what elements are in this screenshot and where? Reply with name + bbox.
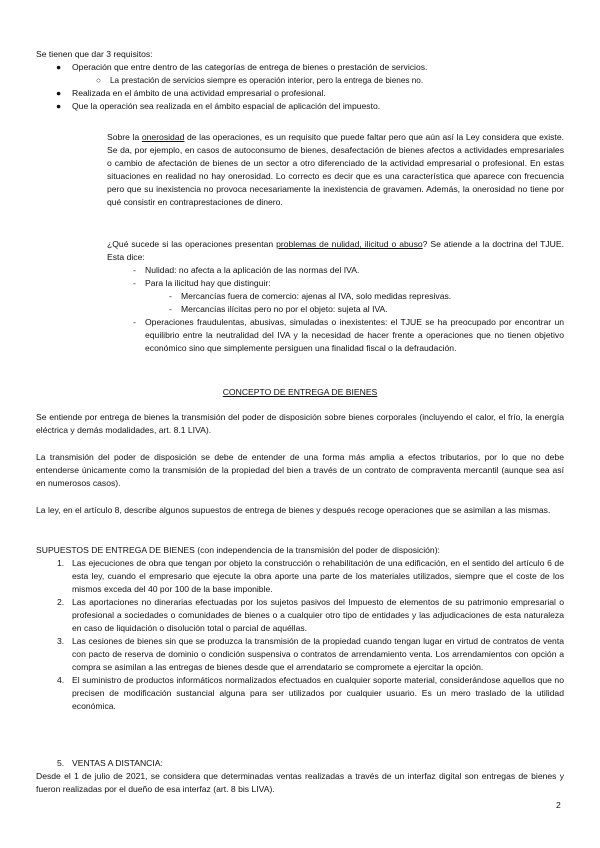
requisitos-list [56, 61, 562, 113]
list-item: ● Realizada en el ámbito de una actividad empresarial o profesional. [56, 88, 326, 98]
concepto-heading: CONCEPTO DE ENTREGA DE BIENES [222, 387, 378, 397]
bullet-icon: ● [56, 88, 62, 98]
list-item: 4. El suministro de productos informáticos normalizados efectuados en cualquier soporte material, considerándose aquellos que no precisen de modificación sustancial alguna para ser utilizados por cualquier usuario. Es un mero traslado de la utilidad económica. [57, 675, 564, 711]
list-item: 1. Las ejecuciones de obra que tengan por objeto la construcción o rehabilitación de una edificación, en el sentido del artículo 6 de esta ley, cuando el empresario que ejecute la obra aporte una parte de los materiales utilizados, siempre que el coste de los mismos exceda del 40 por 100 de la base imponible. [57, 558, 564, 594]
list-item: ● Operación que entre dentro de las categorías de entrega de bienes o prestación de servicios. [56, 62, 428, 72]
requisitos-intro: Se tienen que dar 3 requisitos: [36, 49, 153, 59]
supuestos-list [57, 557, 564, 713]
list-item: - Mercancías ilícitas pero no por el objeto: sujeta al IVA. [169, 304, 388, 314]
list-item: - Operaciones fraudulentas, abusivas, simuladas o inexistentes: el TJUE se ha preocupado por encontrar un equilibrio entre la neutralidad del IVA y la necesidad de hacer frente a operaciones que no tienen objetivo económico sino que simplemente persiguen una finalidad fiscal o la defraudación. [133, 317, 564, 353]
list-item: 2. Las aportaciones no dinerarias efectuadas por los sujetos pasivos del Impuesto de elementos de su patrimonio empresarial o profesional a sociedades o comunidades de bienes o a cualquier otro tipo de entidades y las adjudicaciones de esta naturaleza en caso de liquidación o disolución total o parcial de aquéllas. [57, 597, 564, 633]
list-item: - Nulidad: no afecta a la aplicación de las normas del IVA. [133, 265, 360, 275]
concepto-paragraph-1: Se entiende por entrega de bienes la transmisión del poder de disposición sobre bienes corporales (incluyendo el calor, el frío, la energía eléctrica y demás modalidades, art. 8.1 LIVA). [36, 412, 564, 435]
ventas-distancia-paragraph: Desde el 1 de julio de 2021, se considera que determinadas ventas realizadas a través de un interfaz digital son entregas de bienes y fueron realizadas por el dueño de esa interfaz (art. 8 bis LIVA). [36, 771, 564, 794]
sub-bullet-icon: ○ [96, 76, 101, 85]
list-item: - Mercancías fuera de comercio: ajenas al IVA, solo medidas represivas. [169, 291, 452, 301]
concepto-paragraph-2: La transmisión del poder de disposición se debe de entender de una forma más amplia a efectos tributarios, por lo que no debe entenderse únicamente como la transmisión de la propiedad del bien a través de un contrato de compraventa mercantil (aunque sea así en numerosos casos). [36, 452, 564, 488]
onerosidad-paragraph: Sobre la onerosidad de las operaciones, es un requisito que puede faltar pero que aún así la Ley considera que existe. Se da, por ejemplo, en casos de autoconsumo de bienes, desafectación de bienes afectos a actividades empresariales o cambio de afectación de bienes de un sector a otro diferenciado de la actividad empresarial o profesional. En estas situaciones en realidad no hay onerosidad. Lo correcto es decir que es una característica que aparece con frecuencia pero que su inexistencia no provoca necesariamente la inexistencia de gravamen. Además, la onerosidad no tiene por qué consistir en contraprestaciones de dinero. [107, 132, 564, 207]
list-item: ○ La prestación de servicios siempre es operación interior, pero la entrega de bienes no. [96, 76, 424, 85]
nulidad-paragraph: ¿Qué sucede si las operaciones presentan problemas de nulidad, ilicitud o abuso? Se atiende a la doctrina del TJUE. Esta dice: [107, 239, 564, 262]
list-item: 5. VENTAS A DISTANCIA: [57, 758, 163, 768]
doctrina-list [133, 264, 564, 355]
list-item: - Para la ilicitud hay que distinguir: [133, 278, 271, 288]
bullet-icon: ● [56, 101, 62, 111]
page-number: 2 [556, 800, 561, 810]
supuestos-heading: SUPUESTOS DE ENTREGA DE BIENES (con independencia de la transmisión del poder de disposición): [36, 545, 440, 555]
concepto-paragraph-3: La ley, en el artículo 8, describe algunos supuestos de entrega de bienes y después recoge operaciones que se asimilan a las mismas. [36, 505, 551, 515]
list-item: ● Que la operación sea realizada en el ámbito espacial de aplicación del impuesto. [56, 101, 381, 111]
bullet-icon: ● [56, 62, 62, 72]
list-item: 3. Las cesiones de bienes sin que se produzca la transmisión de la propiedad cuando tengan lugar en virtud de contratos de venta con pacto de reserva de dominio o condición suspensiva o contratos de arrendamiento venta. Los arrendamientos con opción a compra se asimilan a las entregas de bienes desde que el arrendatario se compromete a ejercitar la opción. [57, 636, 564, 672]
